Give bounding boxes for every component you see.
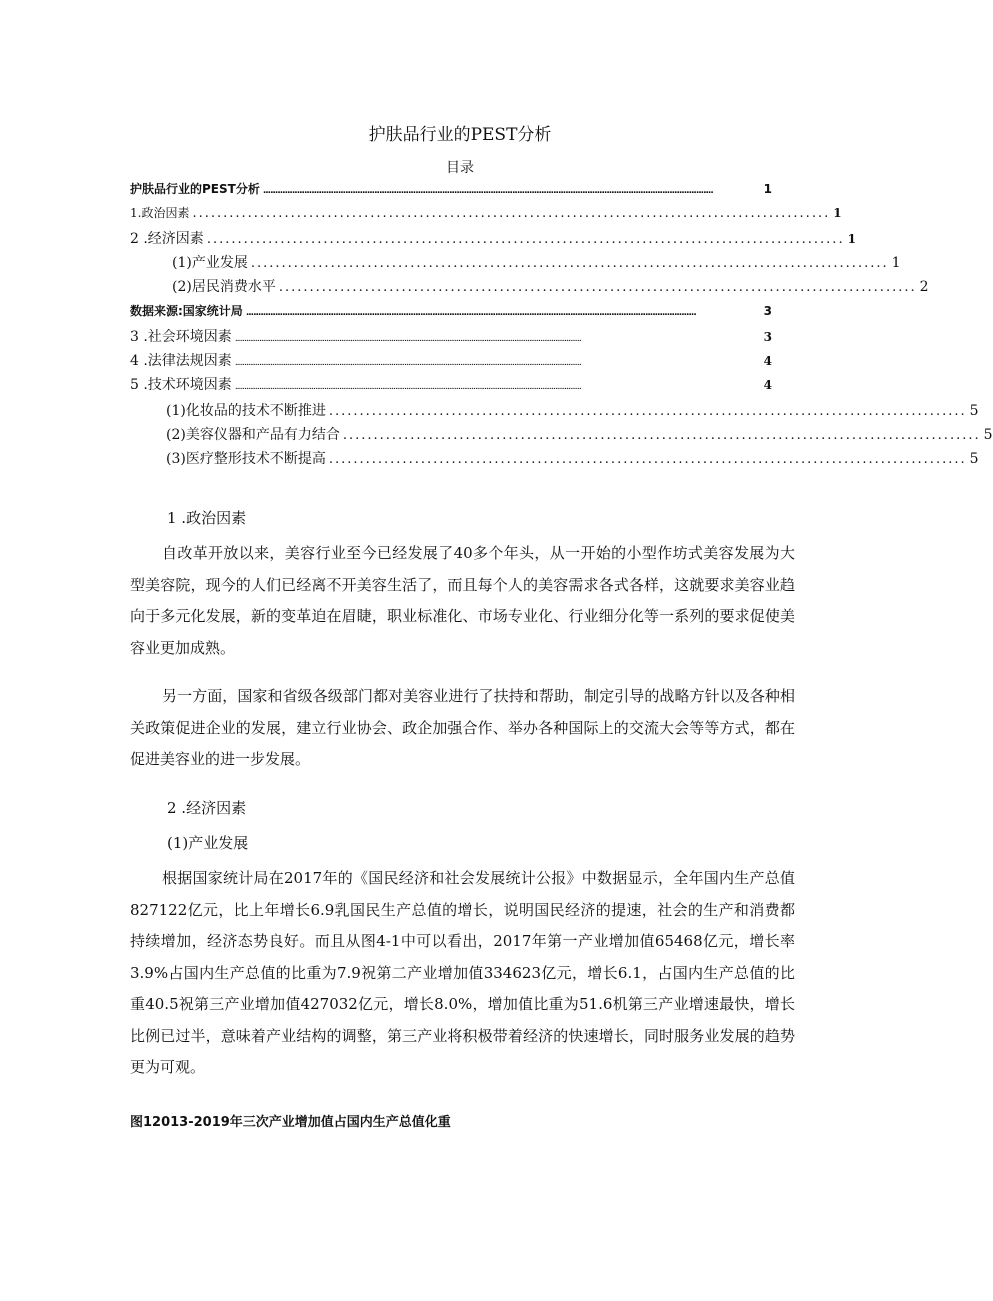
toc-entry-page: 5: [969, 403, 979, 419]
toc-entry-page: 4: [763, 354, 772, 368]
paragraph-political-2: 另一方面，国家和省级各级部门都对美容业进行了扶持和帮助，制定引导的战略方针以及各种相关政策促进企业的发展，建立行业协会、政企加强合作、举办各种国际上的交流大会等等方式，都在促进美容业的进一步发展。: [130, 687, 795, 768]
toc-entry-label: 3 .社会环境因素: [130, 329, 232, 345]
toc-entry[interactable]: [172, 276, 929, 296]
toc-entry[interactable]: [130, 326, 772, 346]
toc-entry-page: 3: [763, 330, 772, 344]
toc-leader: ..........................................................................................................................................................................................: [234, 382, 581, 392]
toc-leader: ..........................................................................................................................................................................................: [234, 334, 581, 344]
figure-caption: 图12013-2019年三次产业增加值占国内生产总值化重: [130, 1115, 451, 1130]
toc-leader: ..........................................................................................................................................................................................: [234, 358, 581, 368]
toc-leader: ..........................................................................................................................................................................................: [262, 186, 713, 196]
toc-entry[interactable]: [166, 400, 979, 420]
toc-entry[interactable]: [130, 204, 842, 221]
paragraph-political-1: 自改革开放以来，美容行业至今已经发展了40多个年头，从一开始的小型作坊式美容发展为大型美容院，现今的人们已经离不开美容生活了，而且每个人的美容需求各式各样，这就要求美容业趋向于多元化发展，新的变革迫在眉睫，职业标准化、市场专业化、行业细分化等一系列的要求促使美容业更加成熟。: [130, 544, 795, 657]
toc-leader: ........................................................................................................: [250, 256, 889, 271]
toc-entry-label: 5 .技术环境因素: [130, 377, 232, 393]
toc-entry-page: 1: [847, 232, 856, 246]
toc-entry-page: 5: [969, 451, 979, 467]
toc-entry[interactable]: [130, 228, 856, 248]
toc-entry[interactable]: [166, 448, 979, 468]
toc-entry-label: (1)产业发展: [172, 255, 248, 271]
section-heading-economic: 2 .经济因素: [167, 799, 247, 817]
toc-entry-label: (2)美容仪器和产品有力结合: [166, 427, 340, 443]
toc-entry-label: 4 .法律法规因素: [130, 353, 232, 369]
toc-entry[interactable]: [130, 374, 772, 394]
toc-leader: ........................................................................................................: [328, 404, 967, 419]
toc-entry-label: 1.政治因素: [130, 206, 190, 220]
toc-entry[interactable]: [130, 180, 772, 197]
toc-leader: ..........................................................................................................................................................................................: [245, 308, 696, 318]
toc-leader: ........................................................................................................: [192, 206, 831, 221]
toc-entry-label: 2 .经济因素: [130, 231, 204, 247]
section-heading-political: 1 .政治因素: [167, 509, 247, 527]
toc-entry[interactable]: [130, 350, 772, 370]
toc-leader: ........................................................................................................: [328, 452, 967, 467]
toc-entry-page: 2: [919, 279, 929, 295]
toc-leader: ........................................................................................................: [342, 428, 981, 443]
toc-entry-page: 1: [833, 206, 842, 220]
toc-entry-label: 护肤品行业的PEST分析: [130, 182, 260, 196]
toc-leader: ........................................................................................................: [206, 232, 845, 247]
toc-entry-label: 数据来源:国家统计局: [130, 304, 243, 318]
document-title: 护肤品行业的PEST分析: [368, 125, 552, 145]
toc-entry-label: (2)居民消费水平: [172, 279, 276, 295]
toc-entry-page: 4: [763, 378, 772, 392]
toc-entry-page: 5: [983, 427, 993, 443]
toc-entry-page: 3: [763, 304, 772, 318]
toc-entry-label: (3)医疗整形技术不断提高: [166, 451, 326, 467]
toc-heading: 目录: [446, 160, 474, 176]
toc-entry-page: 1: [891, 255, 901, 271]
subsection-heading-industry: (1)产业发展: [167, 834, 249, 852]
toc-entry[interactable]: [166, 424, 993, 444]
toc-leader: ........................................................................................................: [278, 280, 917, 295]
toc-entry-label: (1)化妆品的技术不断推进: [166, 403, 326, 419]
toc-entry[interactable]: [130, 302, 772, 319]
paragraph-economic-1: 根据国家统计局在2017年的《国民经济和社会发展统计公报》中数据显示，全年国内生产总值827122亿元，比上年增长6.9乳国民生产总值的增长，说明国民经济的提速，社会的生产和消费都持续增加，经济态势良好。而且从图4-1中可以看出，2017年第一产业增加值65468亿元，增长率3.9%占国内生产总值的比重为7.9祝第二产业增加值334623亿元，增长6.1，占国内生产总值的比重40.5祝第三产业增加值427032亿元，增长8.0%，增加值比重为51.6机第三产业增速最快，增长比例已过半，意味着产业结构的调整，第三产业将积极带着经济的快速增长，同时服务业发展的趋势更为可观。: [130, 869, 795, 1076]
toc-entry-page: 1: [763, 182, 772, 196]
toc-entry[interactable]: [172, 252, 901, 272]
